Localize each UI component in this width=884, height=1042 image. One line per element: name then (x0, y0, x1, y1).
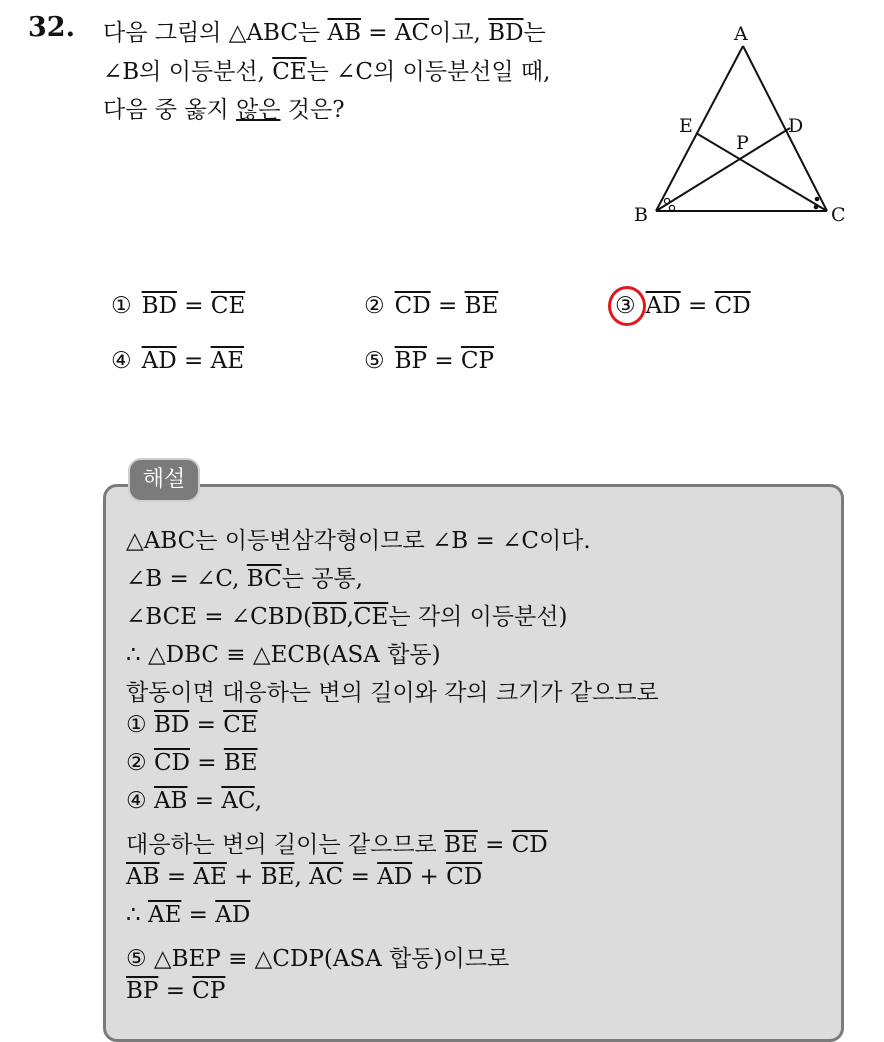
solution-tag: 해설 (128, 458, 200, 502)
label-c: C (831, 204, 846, 226)
solution-line-5: 합동이면 대응하는 변의 길이와 각의 크기가 같으므로 (126, 680, 659, 706)
solution-line-2: ∠B = ∠C, $\overline{BC}$는 공통, (126, 566, 363, 592)
question-line-1: 다음 그림의 △ABC는 $\overline{AB} = \overline{AC}$이고, $\overline{BD}$는 (103, 20, 546, 46)
choice-4[interactable]: ④ $\overline{AD} = \overline{AE}$ (111, 348, 244, 374)
emphasis-not: 않은 (236, 97, 281, 123)
label-b: B (634, 204, 648, 226)
choice-1[interactable]: ① $\overline{BD} = \overline{CE}$ (111, 293, 246, 319)
solution-line-12: ⑤ △BEP ≡ △CDP(ASA 합동)이므로 (126, 946, 510, 972)
solution-line-8: ④ $\overline{AB} = \overline{AC}$, (126, 788, 263, 814)
label-d: D (788, 115, 804, 137)
solution-line-4: ∴ △DBC ≡ △ECB(ASA 합동) (126, 642, 441, 668)
question-line-3: 다음 중 옳지 않은 것은? (103, 97, 345, 123)
solution-line-9: 대응하는 변의 길이는 같으므로 $\overline{BE} = \overline{CD}$ (126, 832, 548, 858)
solution-line-10: $\overline{AB} = \overline{AE} + \overline{BE}$, $\overline{AC} = \overline{AD} + \overline{CD}$ (126, 864, 483, 890)
label-p: P (736, 132, 749, 154)
solution-line-13: $\overline{BP} = \overline{CP}$ (126, 978, 226, 1004)
question-line-2: ∠B의 이등분선, $\overline{CE}$는 ∠C의 이등분선일 때, (103, 59, 551, 85)
solution-line-1: △ABC는 이등변삼각형이므로 ∠B = ∠C이다. (126, 528, 591, 554)
label-e: E (679, 115, 693, 137)
solution-line-6: ① $\overline{BD} = \overline{CE}$ (126, 712, 258, 738)
choice-2[interactable]: ② $\overline{CD} = \overline{BE}$ (364, 293, 499, 319)
triangle-figure (620, 20, 860, 230)
solution-line-3: ∠BCE = $\angle CBD(\overline{BD},\overline{CE}$는 각의 이등분선) (126, 604, 568, 630)
solution-line-11: ∴ $\overline{AE} = \overline{AD}$ (126, 902, 251, 928)
angle-marks (664, 197, 819, 211)
choice-3[interactable]: ③ $\overline{AD} = \overline{CD}$ (615, 293, 751, 319)
solution-line-7: ② $\overline{CD} = \overline{BE}$ (126, 750, 258, 776)
segment-bd (656, 128, 790, 211)
label-a: A (734, 23, 748, 45)
question-number: 32. (28, 12, 75, 43)
side-ab (656, 46, 743, 211)
choice-5[interactable]: ⑤ $\overline{BP} = \overline{CP}$ (364, 348, 494, 374)
